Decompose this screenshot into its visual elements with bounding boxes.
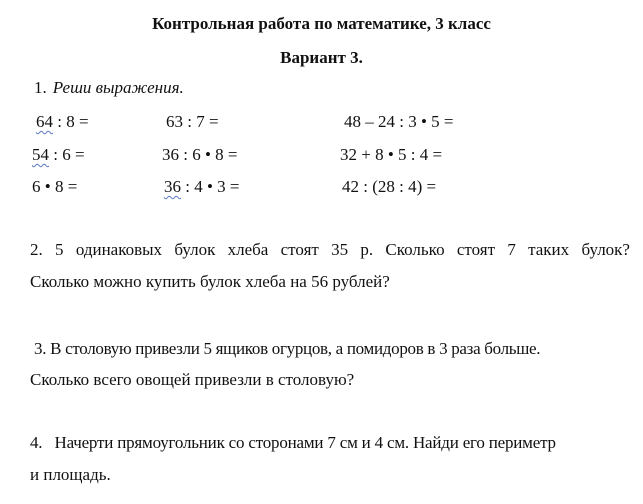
task-2-word: булок [174, 240, 216, 259]
expression-r2-c2: 36 : 6 • 8 = [162, 145, 238, 164]
task-2-word: одинаковых [75, 240, 163, 259]
task-2-word: стоят [280, 240, 319, 259]
expression-r2-c1 [32, 145, 85, 165]
task-2-word: хлеба [227, 240, 269, 259]
task-3-line-2: Сколько всего овощей привезли в столовую? [30, 370, 355, 389]
expression-r2-c3: 32 + 8 • 5 : 4 = [340, 145, 443, 164]
expression-r3-c3: 42 : (28 : 4) = [342, 177, 437, 196]
expression-r3-c1: 6 • 8 = [32, 177, 78, 196]
expression-r3-c2 [164, 177, 240, 197]
expression-r1-c2: 63 : 7 = [166, 112, 219, 131]
task-2-word: 5 [55, 240, 64, 259]
expression-r1-c1-number: 64 [36, 112, 53, 131]
task-2-word: Сколько [385, 240, 445, 259]
task-2-word: 7 [507, 240, 516, 259]
expression-r3-c2-number: 36 [164, 177, 181, 196]
task-2-word: стоят [456, 240, 496, 259]
worksheet-title: Контрольная работа по математике, 3 класс [152, 14, 491, 33]
expression-r1-c1 [36, 112, 89, 132]
task-3-line-1: 3. В столовую привезли 5 ящиков огурцов, а помидоров в 3 раза больше. [34, 339, 541, 358]
expression-r2-c1-number: 54 [32, 145, 49, 164]
variant-heading: Вариант 3. [280, 48, 363, 67]
task-2-word: 35 [331, 240, 349, 259]
task-4-line-1: 4. Начерти прямоугольник со сторонами 7 см и 4 см. Найди его периметр [30, 433, 556, 452]
task-2-word: 2. [30, 240, 43, 259]
task-2-line-2: Сколько можно купить булок хлеба на 56 рублей? [30, 272, 390, 291]
task-2-word: таких [528, 240, 570, 259]
expression-r1-c1-rest: : 8 = [57, 112, 89, 131]
task-2-line-1 [30, 240, 630, 260]
task-2-word: булок? [581, 240, 630, 259]
task-4-line-2: и площадь. [30, 465, 111, 484]
task-2-word: р. [360, 240, 374, 259]
expression-r1-c3: 48 – 24 : 3 • 5 = [344, 112, 454, 131]
task-1-heading [34, 78, 184, 98]
task-1-number: 1. [34, 78, 47, 97]
task-1-label: Реши выражения. [52, 78, 184, 97]
expression-r3-c2-rest: : 4 • 3 = [185, 177, 240, 196]
expression-r2-c1-rest: : 6 = [53, 145, 85, 164]
